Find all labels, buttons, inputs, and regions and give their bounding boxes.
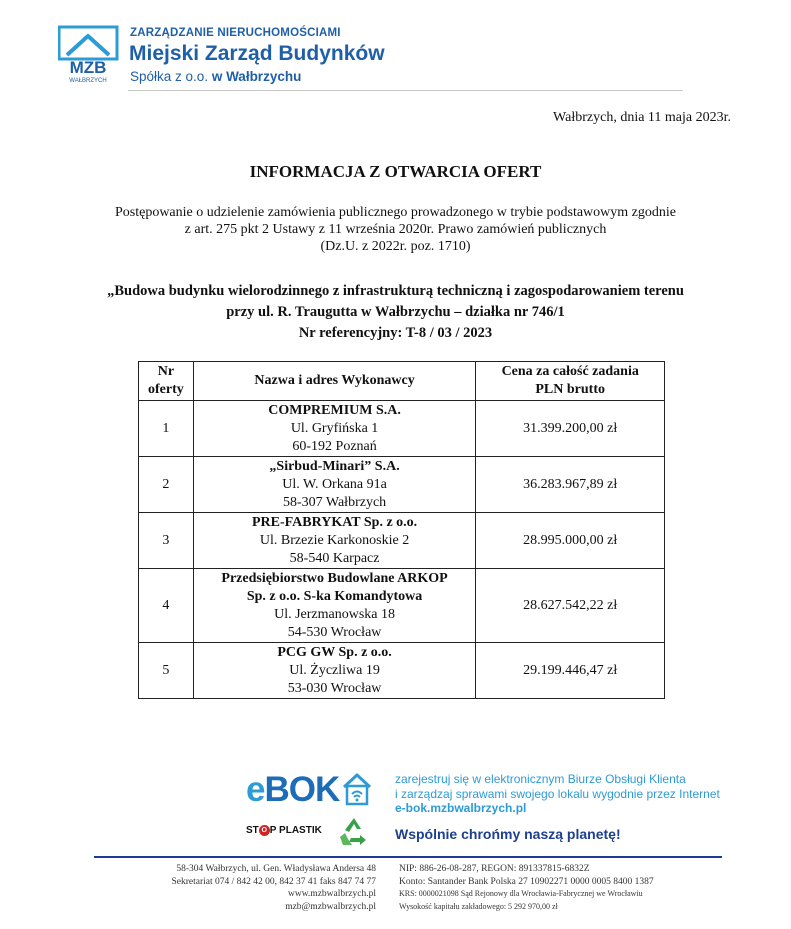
offer-number: 4 [139, 569, 194, 643]
contractor-name: Przedsiębiorstwo Budowlane ARKOP [221, 570, 448, 586]
contractor-address: 60-192 Poznań [292, 438, 377, 454]
recycle-icon [336, 815, 372, 847]
contractor-name: PRE-FABRYKAT Sp. z o.o. [251, 514, 418, 530]
offer-number: 2 [139, 457, 194, 513]
procedure-line-2: z art. 275 pkt 2 Ustawy z 11 września 2020r. Prawo zamówień publicznych [184, 222, 607, 237]
company-tagline: ZARZĄDZANIE NIERUCHOMOŚCIAMI [130, 27, 341, 39]
contractor-address: Ul. Jerzmanowska 18 [274, 606, 396, 622]
company-subtitle [130, 69, 301, 84]
stop-plastik-logo: ST O P PLASTIK [246, 825, 322, 837]
table-header-row [139, 362, 665, 401]
company-sub-prefix: Spółka z o.o. [130, 69, 212, 84]
company-sub-city: w Wałbrzychu [211, 69, 302, 84]
subject-line-1: „Budowa budynku wielorodzinnego z infrastrukturą techniczną i zagospodarowaniem terenu [107, 283, 684, 299]
header-offer-number: Nr oferty [139, 362, 194, 401]
offer-number: 3 [139, 513, 194, 569]
offer-price: 31.399.200,00 zł [476, 401, 665, 457]
house-roof-icon [58, 25, 120, 83]
eco-slogan: Wspólnie chrońmy naszą planetę! [395, 826, 621, 842]
footer-address: 58-304 Wałbrzych, ul. Gen. Władysława Andersa 48 [176, 864, 376, 874]
table-row [139, 401, 665, 457]
table-row [139, 569, 665, 643]
ebok-bok: BOK [264, 770, 340, 809]
contractor-cell [193, 457, 476, 513]
offer-price: 29.199.446,47 zł [476, 643, 665, 699]
contractor-address: Ul. Brzezie Karkonoskie 2 [259, 532, 410, 548]
contractor-name: Sp. z o.o. S-ka Komandytowa [246, 588, 423, 604]
mzb-logo [58, 25, 120, 83]
offer-number: 5 [139, 643, 194, 699]
ebok-info [395, 772, 720, 816]
offer-price: 28.995.000,00 zł [476, 513, 665, 569]
company-name: Miejski Zarząd Budynków [129, 42, 385, 65]
footer-contact [172, 863, 377, 913]
offer-number: 1 [139, 401, 194, 457]
offers-table-body [139, 401, 665, 699]
logo-city: WAŁBRZYCH [69, 78, 107, 83]
contractor-address: Ul. W. Orkana 91a [282, 476, 387, 492]
logo-letters: MZB [69, 58, 107, 77]
footer-registry [399, 863, 654, 913]
document-title: INFORMACJA Z OTWARCIA OFERT [249, 162, 542, 181]
contractor-address: 58-540 Karpacz [289, 550, 380, 566]
stop-sign-icon: O [259, 825, 270, 836]
header-divider [128, 90, 683, 91]
offer-price: 36.283.967,89 zł [476, 457, 665, 513]
footer-divider [94, 856, 722, 858]
ebok-e: e [246, 770, 265, 809]
contractor-address: 58-307 Wałbrzych [282, 494, 387, 510]
header-price: Cena za całość zadania PLN brutto [476, 362, 665, 401]
contractor-name: „Sirbud-Minari” S.A. [269, 458, 400, 474]
reference-number: Nr referencyjny: T-8 / 03 / 2023 [298, 325, 493, 341]
footer-email-link[interactable]: mzb@mzbwalbrzych.pl [285, 901, 376, 912]
footer-nip-regon: NIP: 886-26-08-287, REGON: 891337815-6832Z [399, 864, 590, 874]
footer-phones: Sekretariat 074 / 842 42 00, 842 37 41 faks 847 74 77 [171, 876, 376, 887]
contractor-address: 53-030 Wrocław [287, 680, 382, 696]
contractor-name: PCG GW Sp. z o.o. [277, 644, 392, 660]
header-contractor: Nazwa i adres Wykonawcy [193, 362, 476, 401]
ebok-line-2: i zarządzaj sprawami swojego lokalu wygodnie przez Internet [395, 786, 720, 801]
contract-subject [0, 281, 791, 344]
offers-table [138, 361, 665, 699]
contractor-address: 54-530 Wrocław [287, 624, 382, 640]
contractor-name: COMPREMIUM S.A. [268, 402, 401, 418]
ebok-logo [246, 770, 339, 810]
footer-capital: Wysokość kapitału zakładowego: 5 292 970,00 zł [399, 901, 558, 911]
footer-krs: KRS: 0000021098 Sąd Rejonowy dla Wrocławia-Fabrycznej we Wrocławiu [399, 889, 643, 898]
footer-bank-account: Konto: Santander Bank Polska 27 10902271 0000 0005 8400 1387 [399, 876, 654, 887]
subject-line-2: przy ul. R. Traugutta w Wałbrzychu – działka nr 746/1 [226, 304, 565, 320]
procedure-line-1: Postępowanie o udzielenie zamówienia publicznego prowadzonego w trybie podstawowym zgodnie [114, 205, 676, 220]
contractor-address: Ul. Gryfińska 1 [290, 420, 379, 436]
house-wifi-icon [341, 772, 373, 806]
table-row [139, 643, 665, 699]
table-row [139, 513, 665, 569]
document-date: Wałbrzych, dnia 11 maja 2023r. [553, 110, 731, 125]
procedure-line-3: (Dz.U. z 2022r. poz. 1710) [320, 239, 471, 254]
footer-website-link[interactable]: www.mzbwalbrzych.pl [287, 889, 376, 899]
contractor-cell [193, 401, 476, 457]
contractor-cell [193, 513, 476, 569]
contractor-cell [193, 643, 476, 699]
table-row [139, 457, 665, 513]
offer-price: 28.627.542,22 zł [476, 569, 665, 643]
ebok-line-1: zarejestruj się w elektronicznym Biurze Obsługi Klienta [395, 772, 686, 786]
contractor-cell [193, 569, 476, 643]
contractor-address: Ul. Życzliwa 19 [289, 662, 380, 678]
procedure-text [0, 204, 791, 255]
ebok-link[interactable]: e-bok.mzbwalbrzych.pl [395, 801, 527, 815]
